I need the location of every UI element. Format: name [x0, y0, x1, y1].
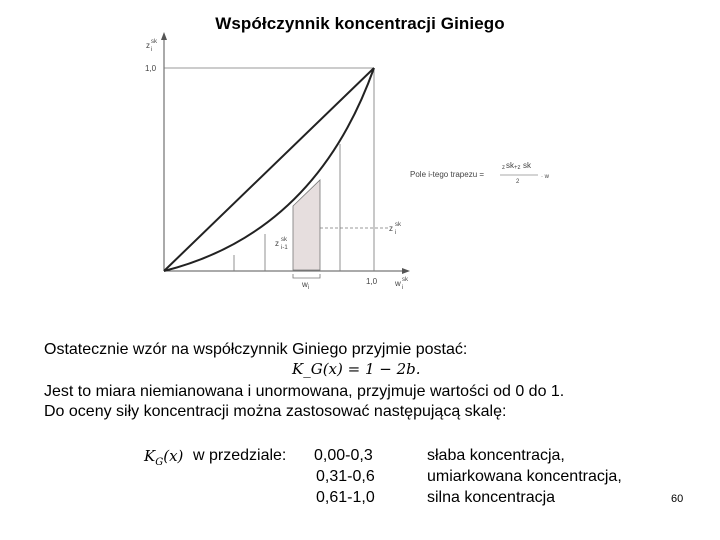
scale-range-2: 0,31-0,6 [316, 468, 375, 485]
svg-text:· w: · w [541, 174, 549, 180]
wi-bracket [293, 274, 320, 278]
trapezoid-area-formula [500, 161, 550, 185]
zi-label-sup: sk [395, 222, 401, 228]
page-number: 60 [671, 493, 684, 505]
svg-text:+z: +z [514, 165, 521, 171]
zi1-label-sup: sk [281, 237, 287, 243]
scale-label-1: słaba koncentracja, [427, 447, 565, 464]
scale-range-1: 0,00-0,3 [314, 447, 373, 464]
scale-intro: w przedziale: [193, 447, 287, 464]
zi1-label: z [275, 239, 279, 248]
svg-text:z: z [502, 165, 505, 171]
kg-symbol: $K_G(x)$ [144, 447, 184, 468]
x-axis-arrow [402, 268, 410, 274]
y-tick-label: 1,0 [145, 64, 157, 73]
svg-text:sk: sk [523, 161, 531, 170]
zi-label: z [389, 224, 393, 233]
scale-range-3: 0,61-1,0 [316, 489, 375, 506]
scale-label-2: umiarkowana koncentracja, [427, 468, 622, 485]
y-axis-arrow [161, 32, 167, 40]
scale-label-3: silna koncentracja [427, 489, 556, 506]
zi-label-sub: i [395, 230, 397, 236]
x-axis-label-sup: sk [402, 277, 408, 283]
wi-label: w [302, 280, 308, 289]
x-axis-label-sub: i [402, 285, 404, 291]
scale-intro-text: Do oceny siły koncentracji można zastosować następującą skalę: [44, 403, 507, 420]
wi-label-sub: i [308, 285, 310, 291]
y-axis-label-sub: i [151, 47, 153, 53]
conclusion-text: Ostatecznie wzór na współczynnik Giniego przyjmie postać: [44, 341, 468, 358]
y-axis-label: z [146, 41, 150, 50]
trapezoid-shading [293, 180, 320, 270]
equality-line [164, 68, 374, 271]
x-tick-label: 1,0 [366, 277, 378, 286]
gini-formula: K_G(x) = 1 − 2b. [292, 360, 421, 378]
zi1-label-sub: i-1 [281, 245, 288, 251]
x-axis-label: w [395, 279, 401, 288]
svg-text:2: 2 [516, 179, 520, 185]
lorenz-curve-figure [130, 28, 570, 298]
measure-description-text: Jest to miara niemianowana i unormowana, przyjmuje wartości od 0 do 1. [44, 383, 565, 400]
trapezoid-area-label: Pole i-tego trapezu = [410, 170, 485, 179]
page-title: Współczynnik koncentracji Giniego [215, 14, 505, 33]
y-axis-label-sup: sk [151, 39, 157, 45]
svg-text:sk: sk [506, 161, 514, 170]
